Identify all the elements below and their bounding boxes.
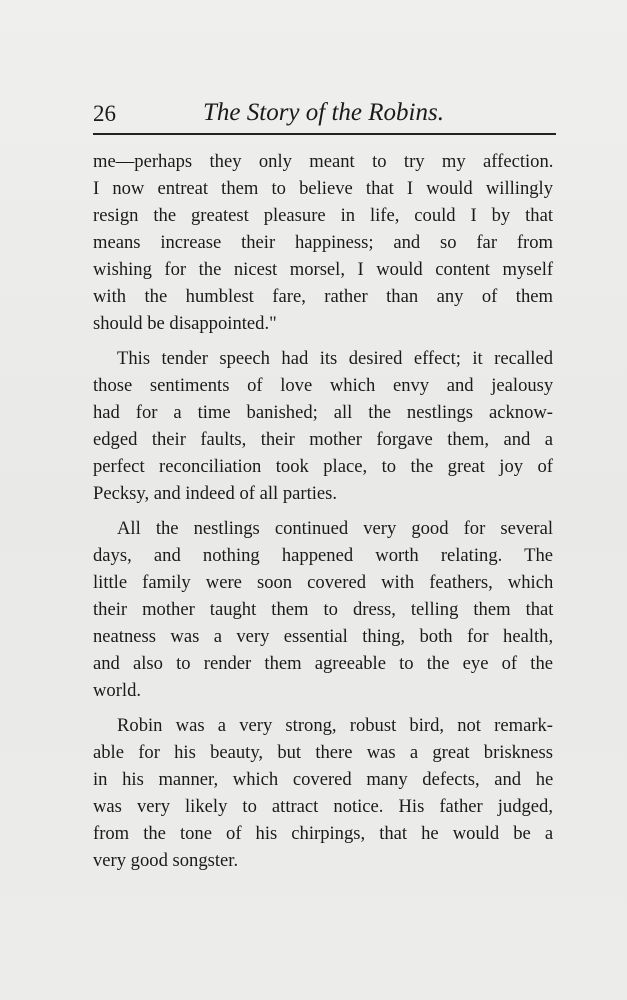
page-number: 26 xyxy=(93,101,116,126)
text-line: perfect reconciliation took place, to the great joy of xyxy=(93,456,553,477)
body-text xyxy=(93,148,553,882)
text-line: edged their faults, their mother forgave them, and a xyxy=(93,429,553,450)
paragraph-3 xyxy=(93,515,553,704)
text-line: world. xyxy=(93,680,142,701)
text-line: and also to render them agreeable to the eye of the xyxy=(93,653,553,674)
text-line: All the nestlings continued very good for several xyxy=(117,518,554,539)
text-line: little family were soon covered with feathers, which xyxy=(93,572,554,593)
paragraph-4 xyxy=(93,712,553,874)
text-line: from the tone of his chirpings, that he would be a xyxy=(93,823,554,844)
paragraph-1 xyxy=(93,148,553,337)
text-line: neatness was a very essential thing, both for health, xyxy=(93,626,554,647)
text-line: was very likely to attract notice. His father judged, xyxy=(93,796,553,817)
text-line: had for a time banished; all the nestlings acknow- xyxy=(93,402,553,423)
text-line: should be disappointed." xyxy=(93,313,277,334)
text-line: wishing for the nicest morsel, I would content myself xyxy=(93,259,554,280)
header-rule xyxy=(93,133,556,135)
text-line: those sentiments of love which envy and jealousy xyxy=(93,375,554,396)
text-line: Pecksy, and indeed of all parties. xyxy=(93,483,338,504)
text-line: in his manner, which covered many defects, and he xyxy=(93,769,554,790)
text-line: This tender speech had its desired effect; it recalled xyxy=(117,348,553,369)
page-header xyxy=(93,96,556,136)
text-line: their mother taught them to dress, telling them that xyxy=(93,599,554,620)
running-title: The Story of the Robins. xyxy=(203,99,444,126)
text-line: Robin was a very strong, robust bird, not remark- xyxy=(117,715,553,736)
text-line: days, and nothing happened worth relating. The xyxy=(93,545,553,566)
text-line: resign the greatest pleasure in life, could I by that xyxy=(93,205,553,226)
text-line: me—perhaps they only meant to try my affection. xyxy=(93,151,554,172)
text-line: I now entreat them to believe that I would willingly xyxy=(93,178,553,199)
text-line: with the humblest fare, rather than any of them xyxy=(93,286,553,307)
paragraph-2 xyxy=(93,345,553,507)
text-line: means increase their happiness; and so far from xyxy=(93,232,553,253)
text-line: very good songster. xyxy=(93,850,239,871)
text-line: able for his beauty, but there was a great briskness xyxy=(93,742,553,763)
